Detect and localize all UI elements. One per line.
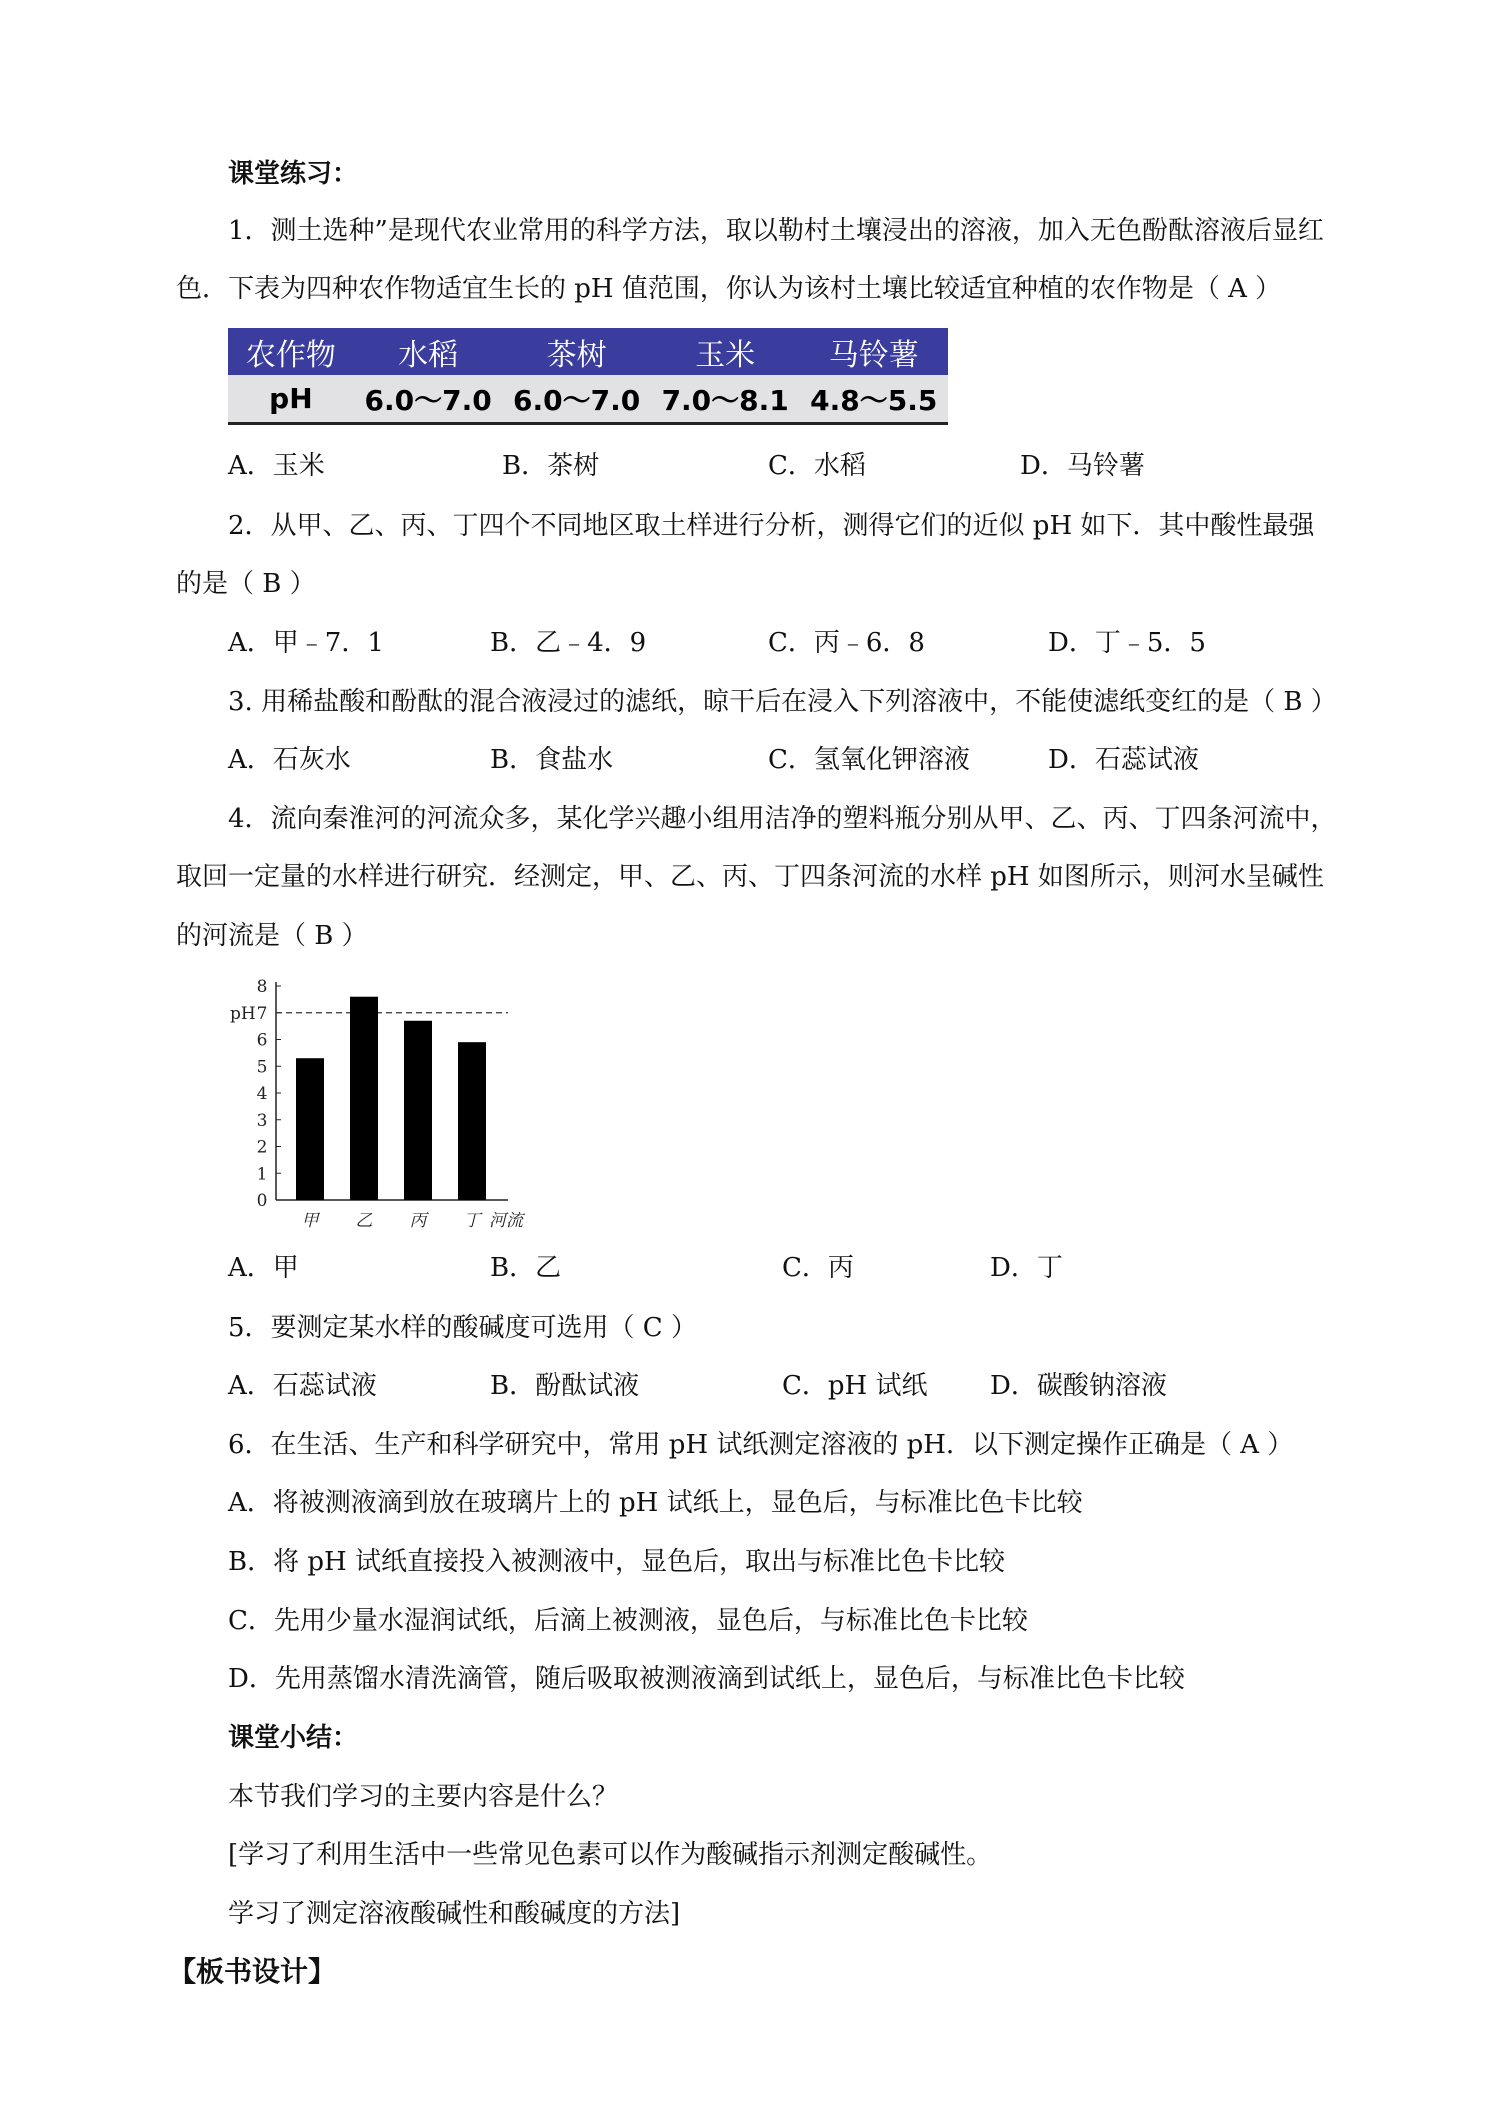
y-tick-label: 0 bbox=[256, 1191, 268, 1211]
q4-text-line3: 的河流是（ B ） bbox=[176, 921, 368, 951]
table-header-cell: 茶树 bbox=[502, 328, 651, 375]
q1-text-line1: 1．测土选种”是现代农业常用的科学方法，取以勒村土壤浸出的溶液，加入无色酚酞溶液后显红 bbox=[228, 216, 1324, 246]
bar bbox=[404, 1021, 432, 1200]
y-tick-label: 7 bbox=[256, 1003, 268, 1024]
x-category-label: 丁 bbox=[463, 1211, 481, 1231]
table-header-cell: 马铃薯 bbox=[799, 328, 948, 375]
q3-option-d: D．石蕊试液 bbox=[1048, 745, 1199, 775]
q6-option-d: D．先用蒸馏水清洗滴管，随后吸取被测液滴到试纸上，显色后，与标准比色卡比较 bbox=[228, 1664, 1185, 1694]
river-ph-bar-chart bbox=[228, 978, 568, 1234]
q3-option-a: A．石灰水 bbox=[228, 745, 351, 775]
summary-question: 本节我们学习的主要内容是什么？ bbox=[228, 1782, 619, 1812]
q4-text-line1: 4．流向秦淮河的河流众多，某化学兴趣小组用洁净的塑料瓶分别从甲、乙、丙、丁四条河流中， bbox=[228, 804, 1337, 834]
summary-answer-line2: 学习了测定溶液酸碱性和酸碱度的方法] bbox=[228, 1899, 681, 1929]
q1-option-a: A．玉米 bbox=[228, 451, 325, 481]
q6-text-line1: 6．在生活、生产和科学研究中，常用 pH 试纸测定溶液的 pH．以下测定操作正确是（ A ） bbox=[228, 1430, 1294, 1460]
table-header-row bbox=[228, 328, 948, 375]
x-axis-label: 河流 bbox=[489, 1211, 523, 1231]
q2-option-b: B．乙﹣4．9 bbox=[490, 628, 647, 658]
q4-option-d: D．丁 bbox=[990, 1253, 1063, 1283]
q6-option-b: B．将 pH 试纸直接投入被测液中，显色后，取出与标准比色卡比较 bbox=[228, 1547, 1005, 1577]
q1-text-line2: 色．下表为四种农作物适宜生长的 pH 值范围，你认为该村土壤比较适宜种植的农作物是（ A ） bbox=[176, 274, 1282, 304]
q2-option-c: C．丙﹣6．8 bbox=[768, 628, 925, 658]
q1-option-b: B．茶树 bbox=[502, 451, 600, 481]
table-cell: 6.0～7.0 bbox=[354, 375, 503, 424]
bar bbox=[458, 1042, 486, 1200]
bar bbox=[296, 1058, 324, 1200]
table-cell: 4.8～5.5 bbox=[799, 375, 948, 424]
crop-ph-table bbox=[228, 328, 948, 425]
q1-option-d: D．马铃薯 bbox=[1020, 451, 1145, 481]
q1-option-c: C．水稻 bbox=[768, 451, 866, 481]
q6-option-c: C．先用少量水湿润试纸，后滴上被测液，显色后，与标准比色卡比较 bbox=[228, 1606, 1028, 1636]
table-header-cell: 水稻 bbox=[354, 328, 503, 375]
y-tick-label: 3 bbox=[256, 1110, 268, 1131]
q2-option-a: A．甲﹣7．1 bbox=[228, 628, 384, 658]
y-tick-label: 5 bbox=[256, 1057, 268, 1078]
q4-option-a: A．甲 bbox=[228, 1253, 299, 1283]
table-header-cell: 玉米 bbox=[651, 328, 800, 375]
q2-text-line1: 2．从甲、乙、丙、丁四个不同地区取土样进行分析，测得它们的近似 pH 如下．其中酸性最强 bbox=[228, 511, 1315, 541]
q5-option-c: C．pH 试纸 bbox=[782, 1371, 928, 1401]
q3-option-c: C．氢氧化钾溶液 bbox=[768, 745, 970, 775]
q2-option-d: D．丁﹣5．5 bbox=[1048, 628, 1206, 658]
table-cell: pH bbox=[228, 375, 354, 424]
q5-text-line1: 5．要测定某水样的酸碱度可选用（ C ） bbox=[228, 1313, 697, 1343]
q2-text-line2: 的是（ B ） bbox=[176, 569, 316, 599]
y-tick-label: 2 bbox=[256, 1137, 268, 1158]
table-header-cell: 农作物 bbox=[228, 328, 354, 375]
table-cell: 7.0～8.1 bbox=[651, 375, 800, 424]
y-tick-label: 1 bbox=[256, 1164, 268, 1185]
q4-text-line2: 取回一定量的水样进行研究．经测定，甲、乙、丙、丁四条河流的水样 pH 如图所示，则河水呈碱性 bbox=[176, 862, 1324, 892]
y-axis-label: pH bbox=[230, 1003, 256, 1024]
bar bbox=[350, 997, 378, 1200]
y-tick-label: 4 bbox=[256, 1084, 268, 1104]
summary-heading: 课堂小结： bbox=[228, 1723, 359, 1753]
q3-option-b: B．食盐水 bbox=[490, 745, 614, 775]
q5-option-d: D．碳酸钠溶液 bbox=[990, 1371, 1167, 1401]
x-category-label: 甲 bbox=[301, 1211, 319, 1231]
q6-option-a: A．将被测液滴到放在玻璃片上的 pH 试纸上，显色后，与标准比色卡比较 bbox=[228, 1488, 1083, 1518]
x-category-label: 丙 bbox=[409, 1211, 427, 1231]
table-cell: 6.0～7.0 bbox=[502, 375, 651, 424]
y-tick-label: 8 bbox=[256, 978, 268, 997]
q4-option-c: C．丙 bbox=[782, 1253, 854, 1283]
table-row bbox=[228, 375, 948, 424]
practice-heading: 课堂练习： bbox=[228, 159, 359, 189]
q4-option-b: B．乙 bbox=[490, 1253, 562, 1283]
q5-option-b: B．酚酞试液 bbox=[490, 1371, 640, 1401]
x-category-label: 乙 bbox=[355, 1211, 373, 1231]
summary-answer-line1: [学习了利用生活中一些常见色素可以作为酸碱指示剂测定酸碱性。 bbox=[228, 1840, 993, 1870]
y-tick-label: 6 bbox=[256, 1030, 268, 1051]
q3-text-line1: 3. 用稀盐酸和酚酞的混合液浸过的滤纸，晾干后在浸入下列溶液中，不能使滤纸变红的是（ B ） bbox=[228, 687, 1337, 717]
q5-option-a: A．石蕊试液 bbox=[228, 1371, 377, 1401]
board-design-heading: 【板书设计】 bbox=[168, 1955, 337, 1988]
